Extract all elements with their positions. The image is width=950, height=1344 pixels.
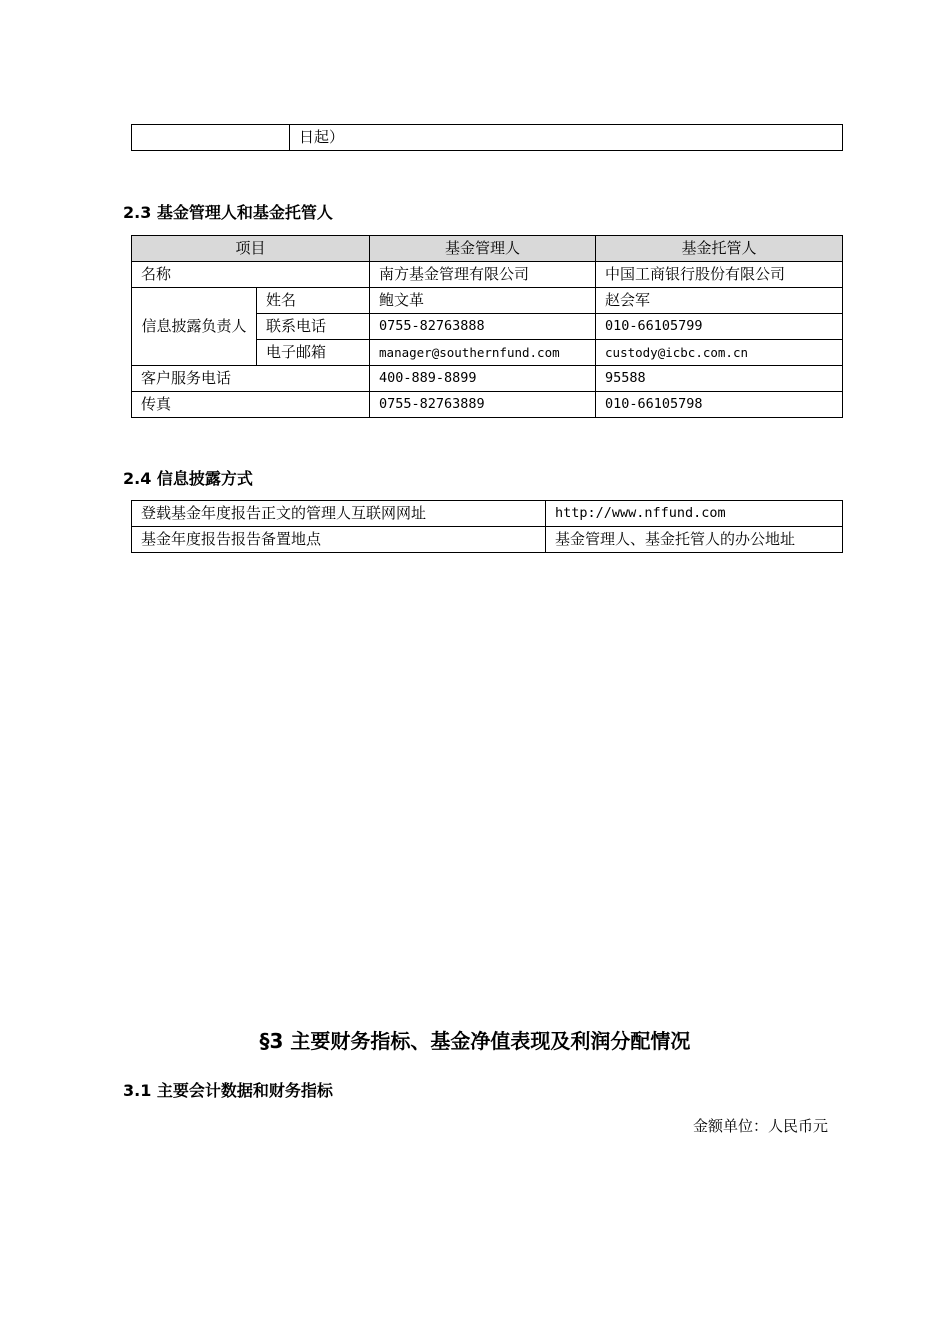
manager-value: 0755-82763889 — [370, 392, 596, 418]
row-label: 电子邮箱 — [257, 340, 370, 366]
table-cell — [132, 125, 290, 151]
table-row — [132, 288, 843, 314]
manager-value: 0755-82763888 — [370, 314, 596, 340]
manager-value: 400-889-8899 — [370, 366, 596, 392]
custodian-name: 中国工商银行股份有限公司 — [596, 262, 843, 288]
manager-email: manager@southernfund.com — [370, 340, 596, 366]
manager-custodian-table — [131, 235, 843, 418]
section-heading-2-3: 2.3 基金管理人和基金托管人 — [123, 203, 333, 222]
table-row — [132, 392, 843, 418]
row-label: 姓名 — [257, 288, 370, 314]
manager-name: 南方基金管理有限公司 — [370, 262, 596, 288]
table-row — [132, 527, 843, 553]
row-value: 基金管理人、基金托管人的办公地址 — [546, 527, 843, 553]
unit-note: 金额单位：人民币元 — [692, 1117, 828, 1135]
disclosure-label — [132, 288, 257, 366]
disclosure-method-table — [131, 500, 843, 553]
manager-value: 鲍文革 — [370, 288, 596, 314]
row-label-name: 名称 — [132, 262, 370, 288]
table-cell: 日起） — [290, 125, 843, 151]
custodian-value: 010-66105799 — [596, 314, 843, 340]
table-row — [132, 366, 843, 392]
row-label: 传真 — [132, 392, 370, 418]
custodian-value: 赵会军 — [596, 288, 843, 314]
continuation-table — [131, 124, 843, 151]
row-label: 联系电话 — [257, 314, 370, 340]
row-label: 基金年度报告报告备置地点 — [132, 527, 546, 553]
table-row — [132, 501, 843, 527]
table-row — [132, 262, 843, 288]
table-row — [132, 125, 843, 151]
custodian-value: 010-66105798 — [596, 392, 843, 418]
row-label: 客户服务电话 — [132, 366, 370, 392]
row-label: 登载基金年度报告正文的管理人互联网网址 — [132, 501, 546, 527]
chapter-title: §3 主要财务指标、基金净值表现及利润分配情况 — [259, 1029, 691, 1053]
section-heading-3-1: 3.1 主要会计数据和财务指标 — [123, 1081, 333, 1100]
header-manager: 基金管理人 — [370, 236, 596, 262]
table-header-row — [132, 236, 843, 262]
header-item: 项目 — [132, 236, 370, 262]
custodian-email: custody@icbc.com.cn — [596, 340, 843, 366]
header-custodian: 基金托管人 — [596, 236, 843, 262]
custodian-value: 95588 — [596, 366, 843, 392]
section-heading-2-4: 2.4 信息披露方式 — [123, 469, 253, 488]
disclosure-label-text: 信息披露负责人 — [141, 317, 247, 335]
website-url: http://www.nffund.com — [546, 501, 843, 527]
